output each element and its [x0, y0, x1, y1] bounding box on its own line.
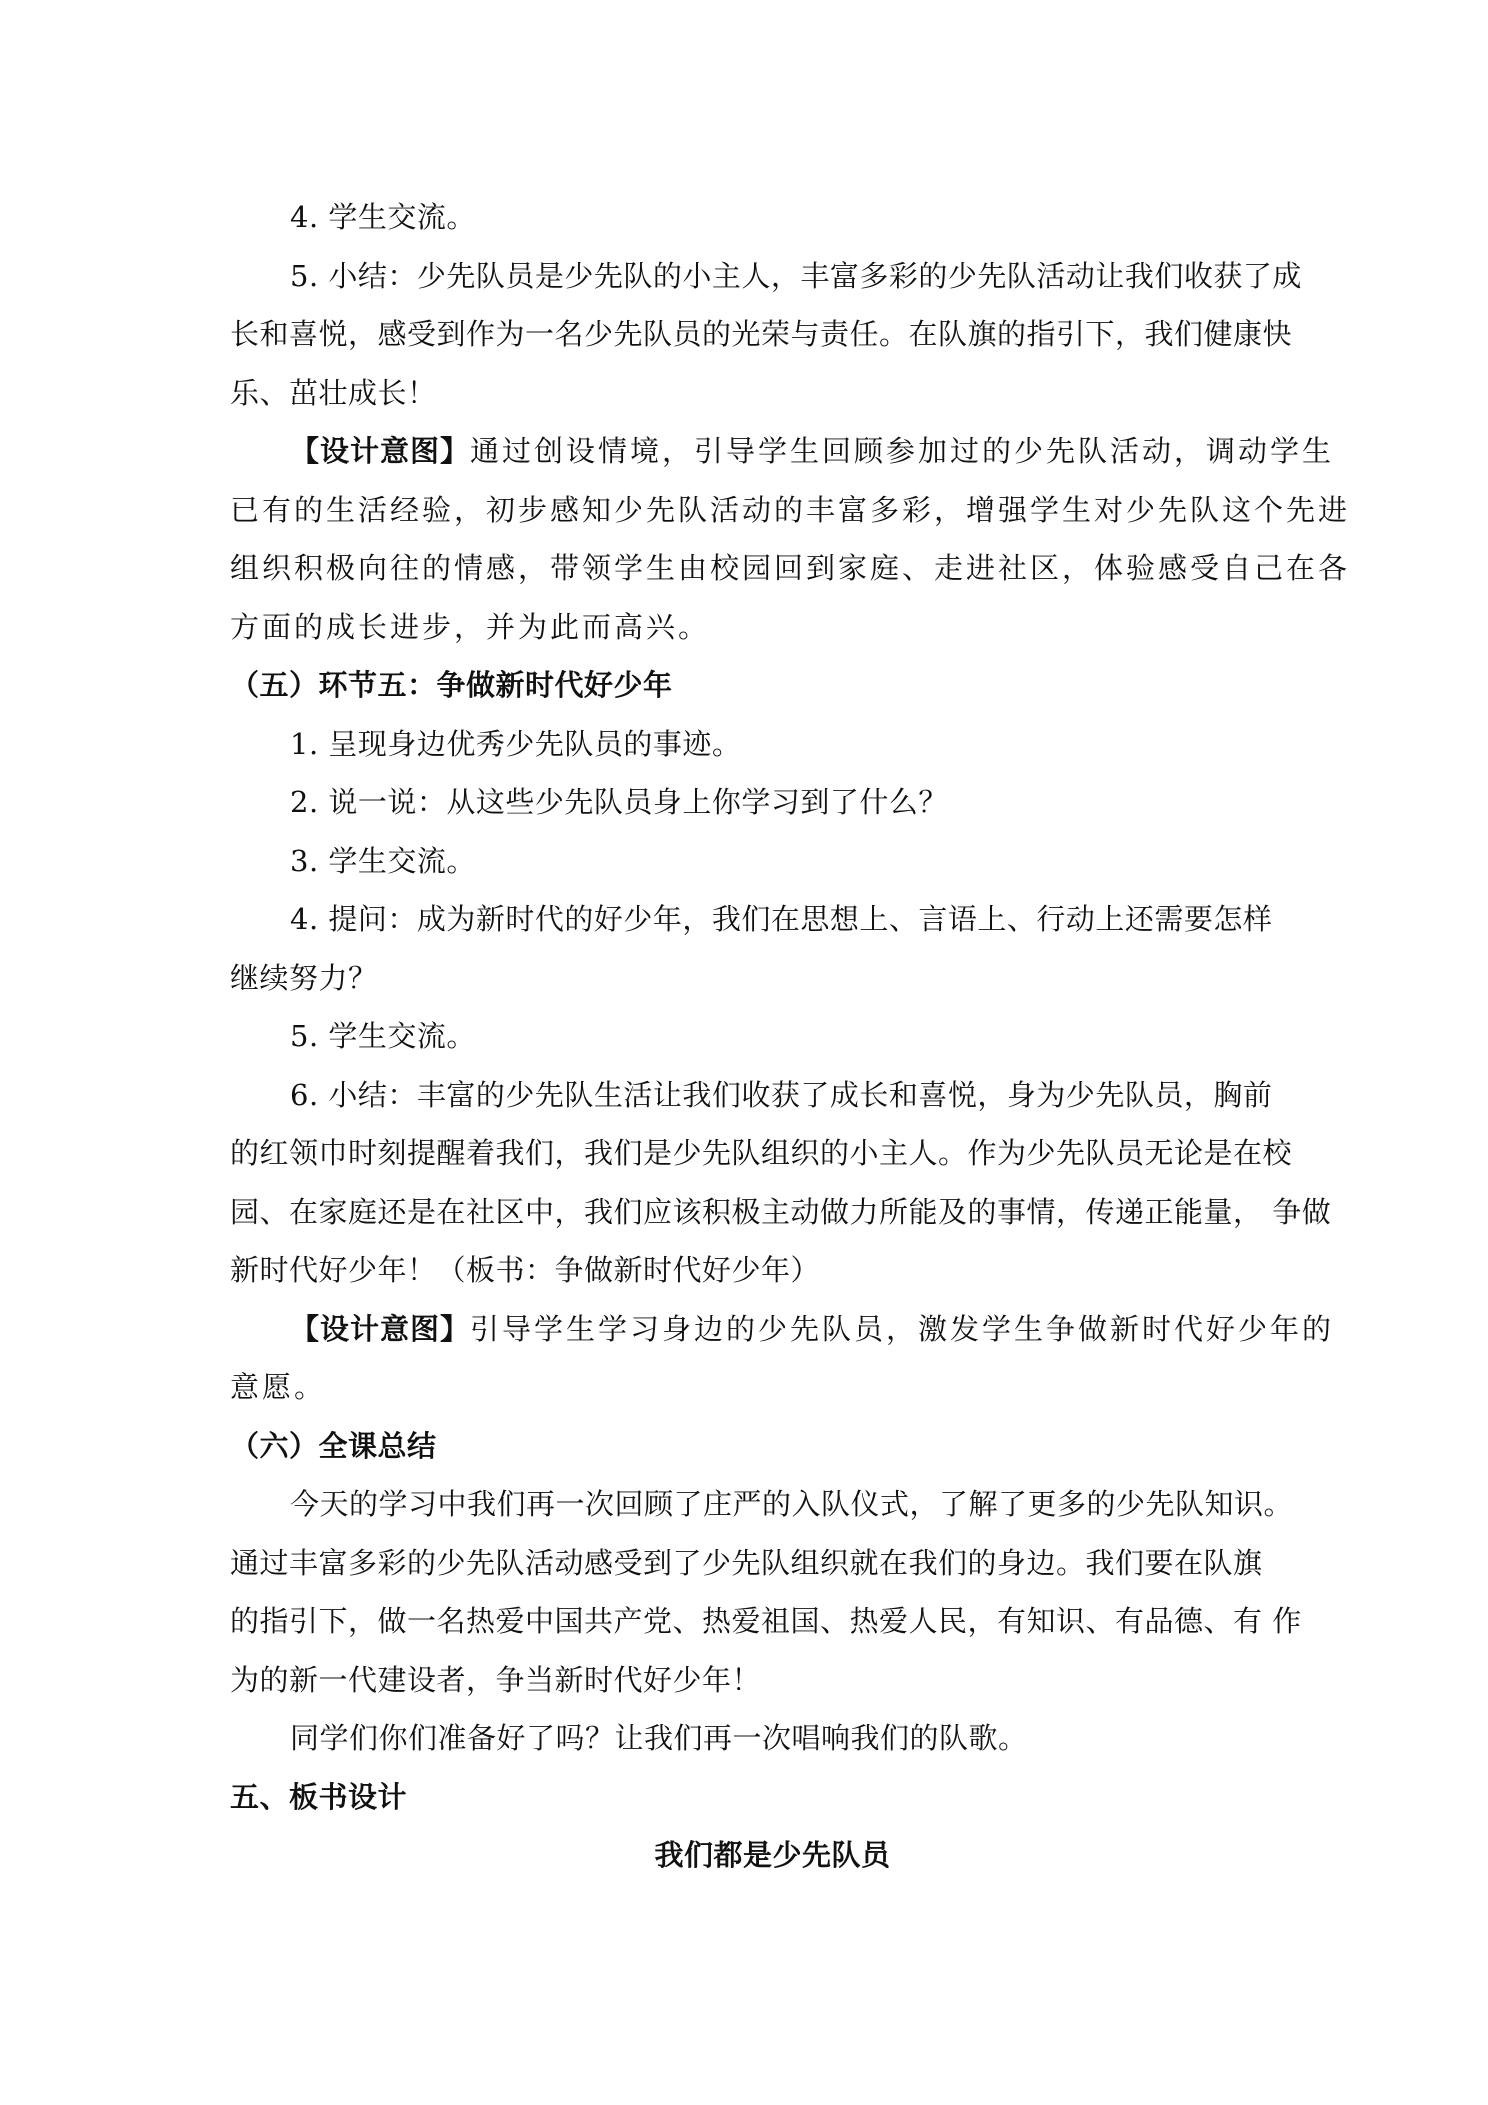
text-line: 继续努力？ [230, 960, 378, 995]
design-intent-paragraph [230, 422, 1335, 481]
list-item: 6. 小结：丰富的少先队生活让我们收获了成长和喜悦，身为少先队员，胸前 [290, 1077, 1273, 1112]
paragraph-line: 同学们你们准备好了吗？让我们再一次唱响我们的队歌。 [290, 1721, 1028, 1755]
text-line: 方面的成长进步，并为此而高兴。 [230, 609, 711, 644]
text-line: 通过丰富多彩的少先队活动感受到了少先队组织就在我们的身边。我们要在队旗 [230, 1545, 1263, 1580]
text-line: 新时代好少年！（板书：争做新时代好少年） [230, 1253, 821, 1287]
list-item: 4. 提问：成为新时代的好少年，我们在思想上、言语上、行动上还需要怎样 [290, 902, 1273, 936]
section-heading: （五）环节五：争做新时代好少年 [230, 668, 673, 702]
design-intent-tag: 【设计意图】 [290, 434, 471, 468]
design-intent-tag: 【设计意图】 [290, 1311, 471, 1346]
text-line: 乐、茁壮成长！ [230, 375, 437, 410]
paragraph-line: 今天的学习中我们再一次回顾了庄严的入队仪式，了解了更多的少先队知识。 [290, 1487, 1294, 1521]
text-line: 引导学生学习身边的少先队员，激发学生争做新时代好少年的 [470, 1311, 1335, 1346]
document-page [230, 188, 1351, 1885]
text-line: 长和喜悦，感受到作为一名少先队员的光荣与责任。在队旗的指引下，我们健康快 [230, 317, 1293, 351]
list-item: 2. 说一说：从这些少先队员身上你学习到了什么？ [290, 785, 948, 819]
list-item: 4. 学生交流。 [290, 200, 476, 234]
design-intent-paragraph [230, 1300, 1335, 1359]
text-line: 园、在家庭还是在社区中，我们应该积极主动做力所能及的事情，传递正能量， 争做 [230, 1194, 1332, 1229]
text-line: 意愿。 [230, 1370, 327, 1404]
section-heading: （六）全课总结 [230, 1428, 437, 1463]
list-item: 1. 呈现身边优秀少先队员的事迹。 [290, 726, 742, 761]
section-heading: 五、板书设计 [230, 1779, 408, 1814]
text-line: 为的新一代建设者，争当新时代好少年！ [230, 1662, 762, 1697]
list-item: 5. 学生交流。 [290, 1019, 476, 1053]
text-line: 的红领巾时刻提醒着我们，我们是少先队组织的小主人。作为少先队员无论是在校 [230, 1136, 1293, 1170]
text-line: 组织积极向往的情感，带领学生由校园回到家庭、走进社区，体验感受自己在各 [230, 551, 1351, 585]
text-line: 的指引下，做一名热爱中国共产党、热爱祖国、热爱人民，有知识、有品德、有 作 [230, 1604, 1302, 1638]
list-item: 5. 小结：少先队员是少先队的小主人，丰富多彩的少先队活动让我们收获了成 [290, 258, 1302, 293]
list-item: 3. 学生交流。 [290, 843, 476, 878]
board-title: 我们都是少先队员 [654, 1838, 891, 1872]
text-line: 通过创设情境，引导学生回顾参加过的少先队活动，调动学生 [470, 434, 1335, 468]
text-line: 已有的生活经验，初步感知少先队活动的丰富多彩，增强学生对少先队这个先进 [230, 492, 1351, 527]
